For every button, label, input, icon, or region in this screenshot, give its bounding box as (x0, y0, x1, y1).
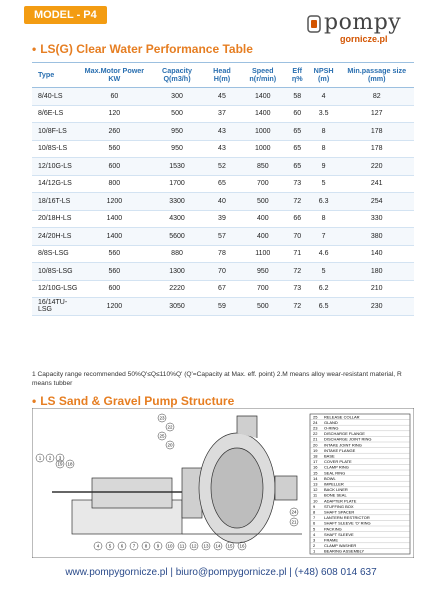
column-header: Type (32, 63, 80, 88)
table-cell: 43 (205, 123, 239, 141)
table-cell: 6.2 (308, 280, 340, 298)
table-cell: 10/8S-LS (32, 140, 80, 158)
table-cell: 300 (149, 88, 205, 106)
table-cell: 72 (287, 263, 308, 281)
table-cell: 1300 (149, 263, 205, 281)
table-cell: 65 (287, 158, 308, 176)
table-cell: 230 (339, 298, 414, 316)
part-name: STUFFING BOX (324, 503, 354, 509)
callout-label: 1 (38, 455, 42, 461)
table-cell: 9 (308, 158, 340, 176)
table-cell: 1400 (239, 105, 287, 123)
callout-label: 18 (67, 461, 73, 467)
table-cell: 1000 (239, 123, 287, 141)
table-cell: 18/16T-LS (32, 193, 80, 211)
table-cell: 380 (339, 228, 414, 246)
table-cell: 950 (149, 140, 205, 158)
performance-table (32, 62, 414, 316)
callout-label: 15 (227, 543, 233, 549)
table-row (32, 175, 414, 193)
part-number: 3 (313, 537, 316, 543)
model-prefix: MODEL - (34, 9, 84, 21)
table-cell: 700 (239, 175, 287, 193)
column-header: Head H(m) (205, 63, 239, 88)
table-row (32, 210, 414, 228)
table-cell: 66 (287, 210, 308, 228)
table-cell: 20/18H-LS (32, 210, 80, 228)
part-name: BACK LINER (324, 487, 348, 493)
table-cell: 500 (149, 105, 205, 123)
table-cell: 73 (287, 280, 308, 298)
table-cell: 70 (287, 228, 308, 246)
table-cell: 5600 (149, 228, 205, 246)
callout-label: 4 (96, 543, 100, 549)
table-cell: 52 (205, 158, 239, 176)
table-cell: 71 (287, 245, 308, 263)
table-cell: 12/10G-LS (32, 158, 80, 176)
table-cell: 500 (239, 193, 287, 211)
table-cell: 78 (205, 245, 239, 263)
part-name: LANTERN RESTRICTOR (324, 515, 370, 521)
table-cell: 850 (239, 158, 287, 176)
part-name: BASE (324, 453, 335, 459)
table-cell: 65 (287, 140, 308, 158)
table-cell: 6.5 (308, 298, 340, 316)
table-row (32, 263, 414, 281)
part-number: 12 (313, 487, 318, 493)
table-row (32, 123, 414, 141)
table-cell: 1700 (149, 175, 205, 193)
table-cell: 72 (287, 298, 308, 316)
callout-label: 22 (167, 424, 173, 430)
table-cell: 14/12G-LS (32, 175, 80, 193)
table-cell: 39 (205, 210, 239, 228)
callout-label: 10 (167, 543, 173, 549)
table-cell: 180 (339, 263, 414, 281)
column-header: NPSH (m) (308, 63, 340, 88)
part-name: BONE SEAL (324, 492, 347, 498)
section-title-performance (32, 42, 253, 56)
part-name: INTAKE JOINT RING (324, 442, 362, 448)
part-name: FRAME (324, 537, 338, 543)
part-name: DISCHARGE FLANGE (324, 431, 365, 437)
bullet-icon: • (32, 394, 37, 408)
table-cell: 880 (149, 245, 205, 263)
table-cell: 210 (339, 280, 414, 298)
table-cell: 1100 (239, 245, 287, 263)
part-name: BOWL (324, 475, 336, 481)
part-number: 2 (313, 543, 316, 549)
table-cell: 10/8F-LS (32, 123, 80, 141)
table-cell: 73 (287, 175, 308, 193)
table-row (32, 193, 414, 211)
table-cell: 59 (205, 298, 239, 316)
callout-label: 25 (159, 433, 165, 439)
table-cell: 60 (287, 105, 308, 123)
table-cell: 1000 (239, 140, 287, 158)
table-row (32, 105, 414, 123)
table-cell: 400 (239, 228, 287, 246)
part-name: SHAFT SLEEVE 'O' RING (324, 520, 371, 526)
table-cell: 8/40-LS (32, 88, 80, 106)
part-name: BEARING ASSEMBLY (324, 548, 365, 554)
column-header: Capacity Q(m3/h) (149, 63, 205, 88)
pump-logo-icon (306, 14, 322, 34)
table-cell: 43 (205, 140, 239, 158)
table-cell: 1200 (80, 298, 149, 316)
part-number: 8 (313, 509, 316, 515)
part-number: 7 (313, 515, 316, 521)
table-cell: 4300 (149, 210, 205, 228)
part-name: IMPELLER (324, 481, 344, 487)
logo-text: pompy (324, 10, 402, 35)
table-cell: 220 (339, 158, 414, 176)
logo-subtext: gornicze.pl (340, 34, 388, 44)
part-name: INTAKE FLANGE (324, 447, 356, 453)
part-number: 4 (313, 531, 316, 537)
callout-label: 11 (179, 543, 185, 549)
table-cell: 5 (308, 175, 340, 193)
callout-label: 9 (156, 543, 160, 549)
callout-label: 13 (203, 543, 209, 549)
callout-label: 12 (191, 543, 197, 549)
part-name: DISCHARGE JOINT RING (324, 436, 372, 442)
table-cell: 120 (80, 105, 149, 123)
company-logo (306, 10, 426, 48)
table-cell: 4 (308, 88, 340, 106)
table-cell: 65 (205, 175, 239, 193)
table-row (32, 158, 414, 176)
table-cell: 3.5 (308, 105, 340, 123)
table-cell: 560 (80, 245, 149, 263)
part-number: 15 (313, 470, 318, 476)
part-name: SHAFT SLEEVE (324, 531, 354, 537)
table-row (32, 88, 414, 106)
footer-contact: www.pompygornicze.pl | biuro@pompygornicze.pl | (+48) 608 014 637 (65, 567, 377, 578)
table-row (32, 280, 414, 298)
table-cell: 65 (287, 123, 308, 141)
table-cell: 60 (80, 88, 149, 106)
table-cell: 10/8S-LSG (32, 263, 80, 281)
part-name: CLAMP WASHER (324, 543, 357, 549)
part-number: 17 (313, 459, 318, 465)
table-body (32, 88, 414, 316)
part-number: 1 (313, 548, 316, 554)
table-cell: 600 (80, 280, 149, 298)
part-number: 10 (313, 498, 318, 504)
table-cell: 254 (339, 193, 414, 211)
table-cell: 600 (80, 158, 149, 176)
model-value: P4 (83, 9, 97, 21)
table-cell: 1530 (149, 158, 205, 176)
part-number: 21 (313, 436, 318, 442)
table-cell: 8 (308, 140, 340, 158)
table-cell: 178 (339, 123, 414, 141)
table-row (32, 140, 414, 158)
table-cell: 700 (239, 280, 287, 298)
part-name: O-RING (324, 425, 339, 431)
callout-label: 8 (144, 543, 148, 549)
table-cell: 241 (339, 175, 414, 193)
part-name: CLAMP RING (324, 464, 349, 470)
table-cell: 140 (339, 245, 414, 263)
part-name: ADAPTER PLATE (324, 498, 357, 504)
part-name: RELEASE COLLAR (324, 414, 360, 420)
table-cell: 40 (205, 193, 239, 211)
table-cell: 950 (239, 263, 287, 281)
table-cell: 5 (308, 263, 340, 281)
model-tab (24, 6, 107, 24)
table-cell: 1400 (80, 210, 149, 228)
callout-label: 21 (291, 519, 297, 525)
table-cell: 8/8S-LSG (32, 245, 80, 263)
table-cell: 67 (205, 280, 239, 298)
table-cell: 950 (149, 123, 205, 141)
table-cell: 178 (339, 140, 414, 158)
part-number: 16 (313, 464, 318, 470)
table-cell: 560 (80, 140, 149, 158)
part-name: PACKING (324, 526, 342, 532)
section1-title-text: LS(G) Clear Water Performance Table (40, 42, 253, 56)
callout-label: 14 (215, 543, 221, 549)
column-header: Max.Motor Power KW (80, 63, 149, 88)
part-name: SHAFT SPACER (324, 509, 355, 515)
section2-title-text: LS Sand & Gravel Pump Structure (40, 394, 235, 408)
table-cell: 3050 (149, 298, 205, 316)
part-number: 14 (313, 475, 318, 481)
part-number: 24 (313, 419, 318, 425)
part-number: 20 (313, 442, 318, 448)
table-cell: 4.6 (308, 245, 340, 263)
callout-label: 5 (108, 543, 112, 549)
part-number: 18 (313, 453, 318, 459)
callout-label: 6 (120, 543, 124, 549)
column-header: Eff η% (287, 63, 308, 88)
table-cell: 1400 (80, 228, 149, 246)
callout-label: 20 (167, 442, 173, 448)
callout-label: 16 (239, 543, 245, 549)
table-cell: 2220 (149, 280, 205, 298)
table-header-row (32, 63, 414, 88)
part-name: GLAND (324, 419, 338, 425)
column-header: Min.passage size (mm) (339, 63, 414, 88)
part-number: 6 (313, 520, 316, 526)
table-cell: 37 (205, 105, 239, 123)
table-cell: 8/6E-LS (32, 105, 80, 123)
table-cell: 45 (205, 88, 239, 106)
table-cell: 7 (308, 228, 340, 246)
table-cell: 16/14TU-LSG (32, 298, 80, 316)
table-cell: 500 (239, 298, 287, 316)
table-row (32, 298, 414, 316)
callout-label: 3 (58, 455, 62, 461)
table-cell: 8 (308, 123, 340, 141)
table-cell: 57 (205, 228, 239, 246)
table-cell: 800 (80, 175, 149, 193)
callout-label: 24 (291, 509, 297, 515)
part-number: 19 (313, 447, 318, 453)
part-number: 22 (313, 431, 318, 437)
table-cell: 72 (287, 193, 308, 211)
table-cell: 400 (239, 210, 287, 228)
part-name: SEAL RING (324, 470, 346, 476)
callout-label: 2 (48, 455, 52, 461)
callout-label: 7 (132, 543, 136, 549)
table-cell: 260 (80, 123, 149, 141)
part-number: 23 (313, 425, 318, 431)
table-row (32, 228, 414, 246)
pump-structure-diagram (32, 408, 414, 558)
callout-label: 23 (159, 415, 165, 421)
table-cell: 1200 (80, 193, 149, 211)
part-name: COVER PLATE (324, 459, 352, 465)
table-row (32, 245, 414, 263)
table-cell: 127 (339, 105, 414, 123)
table-cell: 12/10G-LSG (32, 280, 80, 298)
table-cell: 58 (287, 88, 308, 106)
table-cell: 6.3 (308, 193, 340, 211)
part-number: 25 (313, 414, 318, 420)
section-title-structure (32, 394, 234, 408)
bullet-icon: • (32, 42, 37, 56)
table-cell: 330 (339, 210, 414, 228)
table-note: 1 Capacity range recommended 50%Q'≤Q≤110%Q' (Q'=Capacity at Max. eff. point) 2.M means alloy wear-resistant material, R means tubber (32, 371, 402, 387)
part-number: 13 (313, 481, 318, 487)
table-cell: 1400 (239, 88, 287, 106)
table-cell: 560 (80, 263, 149, 281)
table-cell: 82 (339, 88, 414, 106)
part-number: 5 (313, 526, 316, 532)
performance-table-wrap (32, 62, 414, 316)
table-cell: 3300 (149, 193, 205, 211)
table-cell: 70 (205, 263, 239, 281)
column-header: Speed n(r/min) (239, 63, 287, 88)
table-cell: 8 (308, 210, 340, 228)
callout-label: 19 (57, 461, 63, 467)
part-number: 9 (313, 503, 316, 509)
part-number: 11 (313, 492, 318, 498)
table-cell: 24/20H-LS (32, 228, 80, 246)
